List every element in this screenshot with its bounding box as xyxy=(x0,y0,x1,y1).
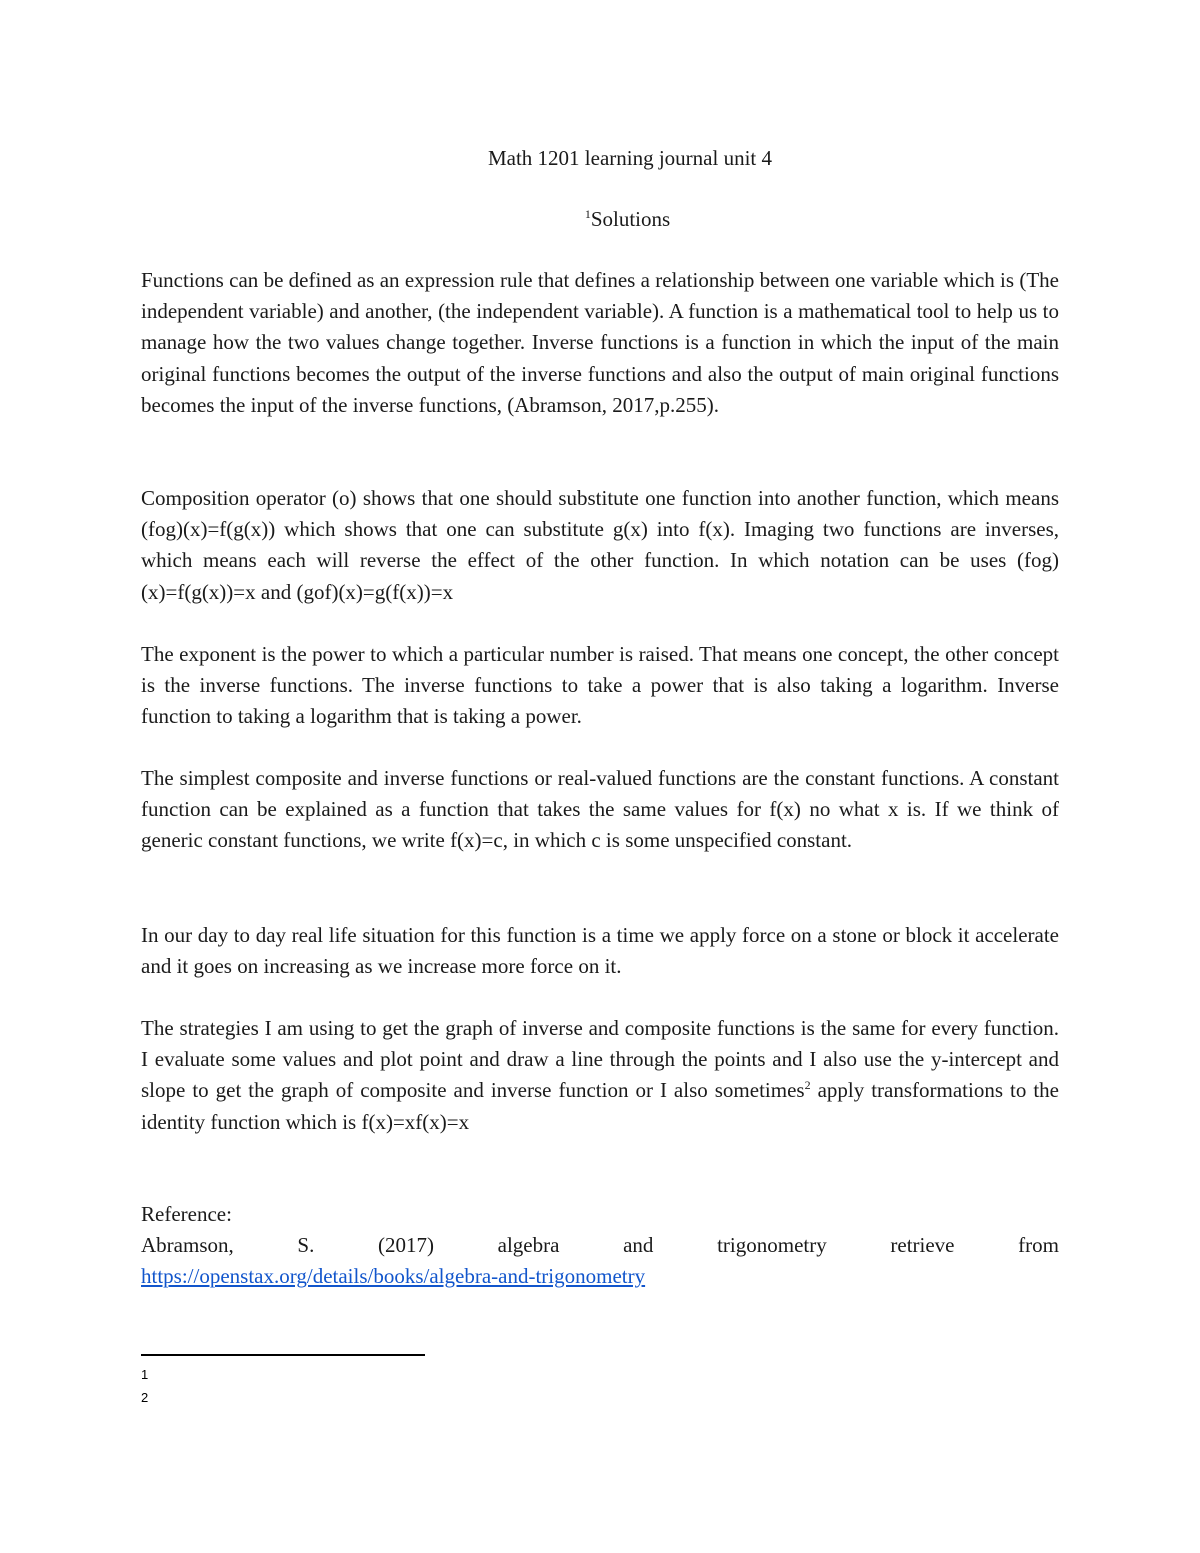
paragraph-functions-definition: Functions can be defined as an expression rule that defines a relationship between one variable which is (The independent variable) and another, (the independent variable). A function is a mathematical tool to help us to manage how the two values change together. Inverse functions is a function in which the input of the main original functions becomes the output of the inverse functions and also the output of main original functions becomes the input of the inverse functions, (Abramson, 2017,p.255). xyxy=(141,268,1059,417)
footnote-marker-1[interactable]: 1 xyxy=(584,207,591,221)
paragraph-constant-functions: The simplest composite and inverse functions or real-valued functions are the constant functions. A constant function can be explained as a function that takes the same values for f(x) no what x is. If we think of generic constant functions, we write f(x)=c, in which c is some unspecified constant. xyxy=(141,766,1059,853)
subtitle-text: Solutions xyxy=(590,207,671,231)
document-title: Math 1201 learning journal unit 4 xyxy=(487,146,773,170)
paragraph-composition-operator: Composition operator (o) shows that one should substitute one function into another function, which means (fog)(x)=f(g(x)) which shows that one can substitute g(x) into f(x). Imaging two functions are inverses, which means each will reverse the effect of the other function. In which notation can be uses (fog)(x)=f(g(x))=x and (gof)(x)=g(f(x))=x xyxy=(141,486,1059,604)
strategies-text-end: apply transformations to the identity function which is f(x)=xf(x)=x xyxy=(141,1078,1059,1134)
footnote-2: 2 xyxy=(141,1390,149,1405)
paragraph-real-life: In our day to day real life situation for this function is a time we apply force on a stone or block it accelerate and it goes on increasing as we increase more force on it. xyxy=(141,923,1059,979)
footnote-1: 1 xyxy=(141,1367,149,1382)
paragraph-strategies xyxy=(141,1013,1059,1138)
footnote-marker-2[interactable]: 2 xyxy=(804,1078,811,1093)
reference-link[interactable]: https://openstax.org/details/books/algebra-and-trigonometry xyxy=(141,1264,646,1288)
reference-heading: Reference: xyxy=(141,1202,232,1226)
reference-entry: Abramson, S. (2017) algebra and trigonometry retrieve from xyxy=(141,1233,1059,1257)
paragraph-exponent: The exponent is the power to which a particular number is raised. That means one concept, the other concept is the inverse functions. The inverse functions to take a power that is also taking a logarithm. Inverse function to taking a logarithm that is taking a power. xyxy=(141,642,1059,729)
document-subtitle xyxy=(0,204,1200,235)
footnote-separator xyxy=(141,1354,425,1356)
strategies-text-start: The strategies I am using to get the graph of inverse and composite functions is the same for every function. I evaluate some values and plot point and draw a line through the points and I also use the y-intercept and slope to get the graph of composite and inverse function or I also sometimes xyxy=(141,1016,1059,1103)
